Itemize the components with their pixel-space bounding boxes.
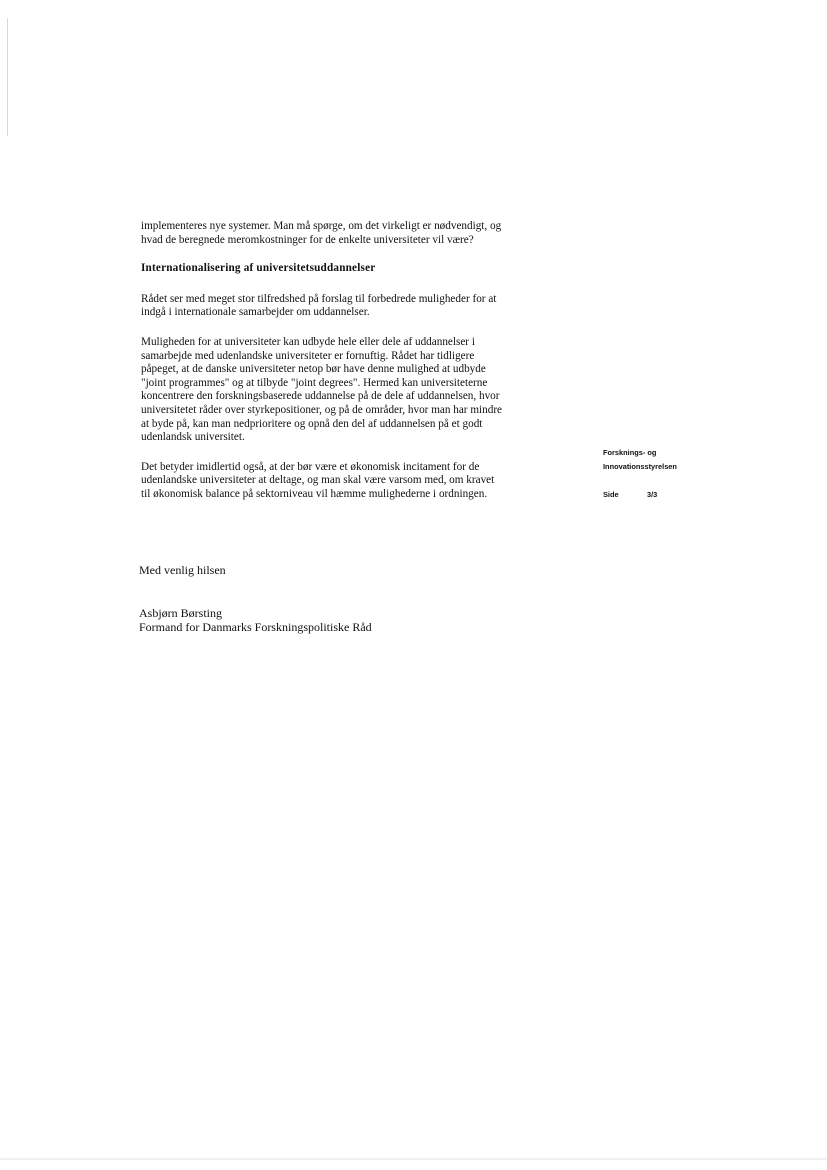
paragraph-3: Muligheden for at universiteter kan udbyde hele eller dele af uddannelser i samarbejde med udenlandske universiteter er fornuftig. Rådet har tidligere påpeget, at de danske universiteter netop bør have denne mulighed at udbyde "joint programmes" og at tilbyde "joint degrees". Hermed kan universiteterne koncentrere den forskningsbaserede uddannelse på de dele af uddannelsen, hvor universitetet råder over styrkepositioner, og på de områder, hvor man har mindre at byde på, kan man nedprioritere og opnå den del af uddannelsen på et godt udenlandsk universitet.	[141, 335, 503, 444]
scan-edge-line	[7, 18, 8, 136]
section-heading: Internationalisering af universitetsuddannelser	[141, 262, 376, 275]
sidebar-info	[603, 446, 713, 502]
sender-org-line1: Forsknings- og	[603, 448, 657, 457]
letter-body	[141, 220, 581, 502]
page-label: Side	[603, 490, 619, 499]
scan-bottom-line	[0, 1158, 827, 1160]
sender-org-line2: Innovationsstyrelsen	[603, 462, 677, 471]
paragraph-2: Rådet ser med meget stor tilfredshed på forslag til forbedrede muligheder for at indgå i internationale samarbejder om uddannelser.	[141, 292, 497, 319]
signatory-title: Formand for Danmarks Forskningspolitiske Råd	[139, 620, 372, 634]
signature-block	[139, 606, 372, 634]
paragraph-1: implementeres nye systemer. Man må spørge, om det virkeligt er nødvendigt, og hvad de beregnede meromkostninger for de enkelte universiteter vil være?	[141, 220, 502, 246]
page-number: 3/3	[647, 490, 658, 499]
closing-greeting: Med venlig hilsen	[139, 563, 226, 577]
signatory-name: Asbjørn Børsting	[139, 606, 223, 620]
page-indicator	[603, 488, 713, 502]
paragraph-4: Det betyder imidlertid også, at der bør være et økonomisk incitament for de udenlandske universiteter at deltage, og man skal være varsom med, om kravet til økonomisk balance på sektorniveau vil hæmme mulighederne i ordningen.	[141, 460, 495, 500]
